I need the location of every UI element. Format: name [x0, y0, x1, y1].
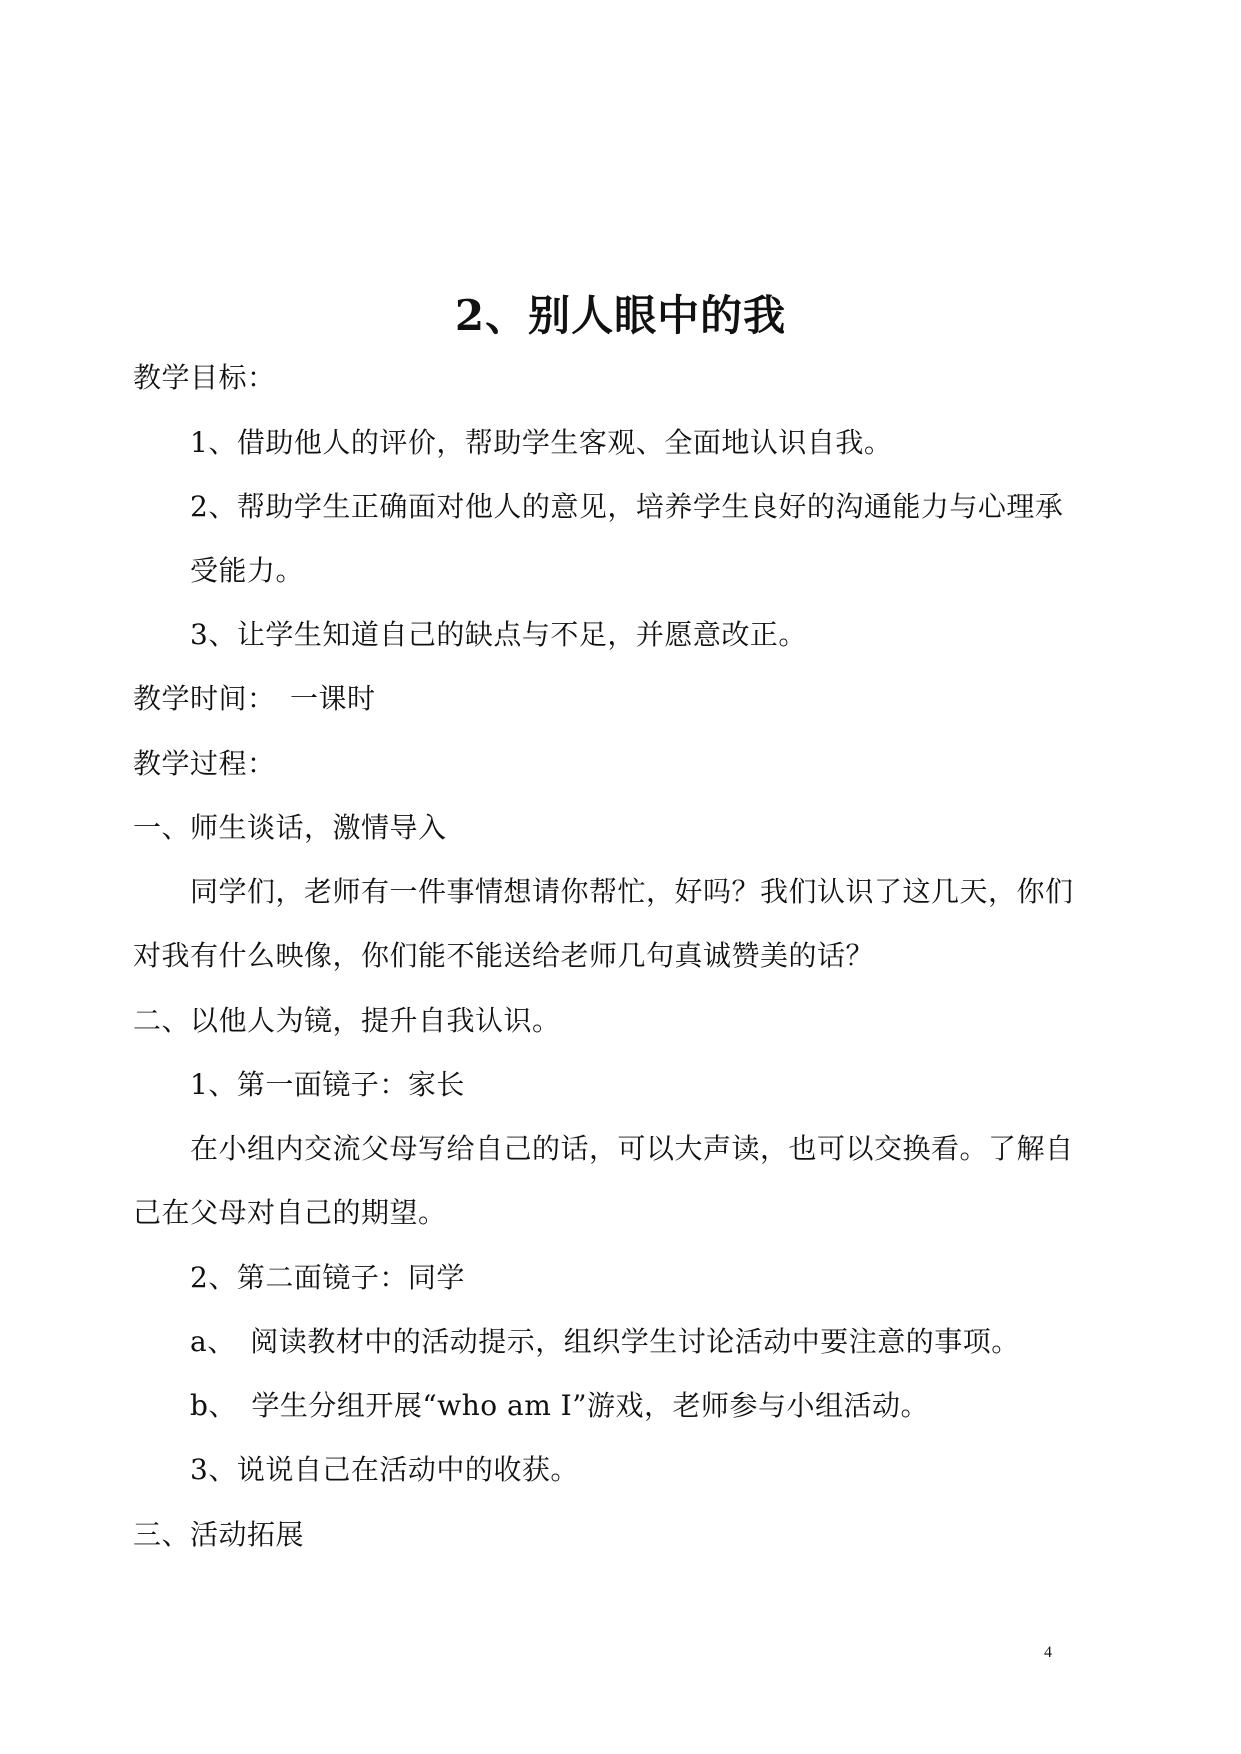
objective-item-3: 3、让学生知道自己的缺点与不足，并愿意改正。 [190, 618, 807, 651]
teaching-time: 教学时间： 一课时 [133, 682, 376, 715]
objective-item-2-continuation: 受能力。 [190, 554, 305, 587]
mirror-2-subitem-b: b、 学生分组开展“who am I”游戏，老师参与小组活动。 [190, 1389, 930, 1422]
mirror-item-3: 3、说说自己在活动中的收获。 [190, 1453, 579, 1486]
step-1-paragraph: 同学们，老师有一件事情想请你帮忙，好吗？我们认识了这几天，你们 [190, 875, 1074, 908]
objective-item-2: 2、帮助学生正确面对他人的意见，培养学生良好的沟通能力与心理承 [190, 490, 1064, 523]
mirror-item-2: 2、第二面镜子：同学 [190, 1261, 465, 1294]
step-heading-3: 三、活动拓展 [133, 1518, 305, 1551]
mirror-1-paragraph: 在小组内交流父母写给自己的话，可以大声读，也可以交换看。了解自 [190, 1132, 1074, 1165]
section-heading-objectives: 教学目标： [133, 361, 276, 394]
mirror-1-paragraph-continuation: 己在父母对自己的期望。 [133, 1196, 447, 1229]
document-title: 2、别人眼中的我 [454, 291, 787, 340]
mirror-2-subitem-a: a、 阅读教材中的活动提示，组织学生讨论活动中要注意的事项。 [190, 1325, 1020, 1358]
objective-item-1: 1、借助他人的评价，帮助学生客观、全面地认识自我。 [190, 426, 893, 459]
step-heading-2: 二、以他人为镜，提升自我认识。 [133, 1004, 561, 1037]
page-number: 4 [1044, 1644, 1052, 1661]
section-heading-process: 教学过程： [133, 747, 276, 780]
step-heading-1: 一、师生谈话，激情导入 [133, 811, 447, 844]
mirror-item-1: 1、第一面镜子：家长 [190, 1068, 465, 1101]
step-1-paragraph-continuation: 对我有什么映像，你们能不能送给老师几句真诚赞美的话？ [133, 939, 875, 972]
